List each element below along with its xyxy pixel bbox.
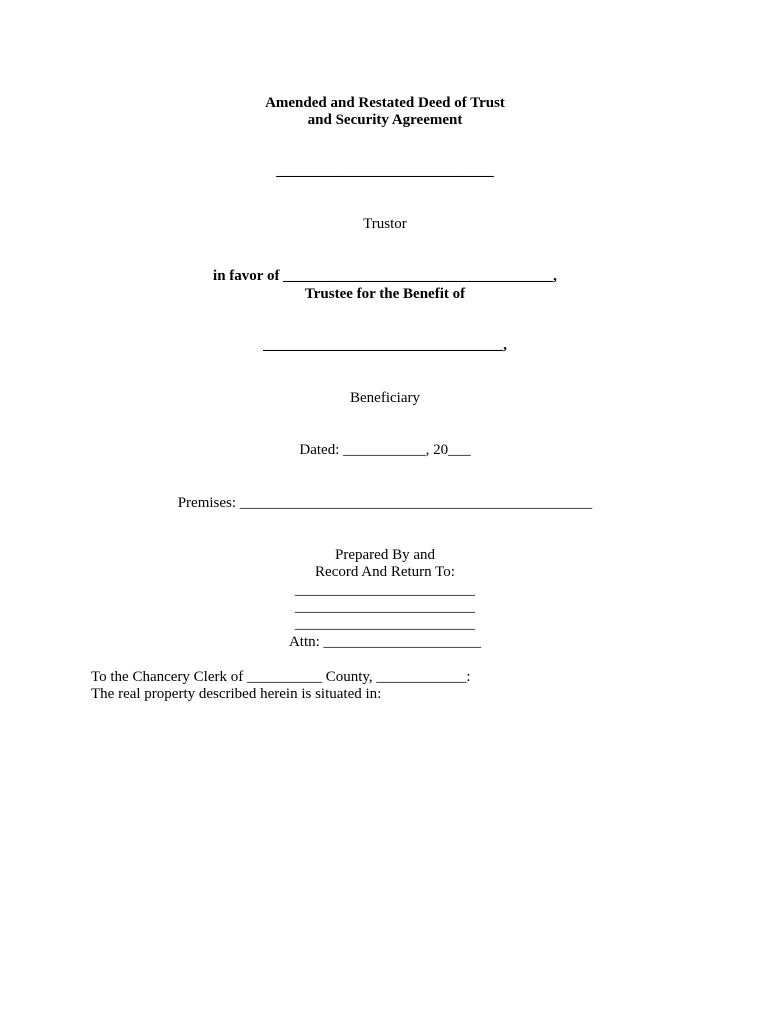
premises-line: Premises: _______________________________________________: [177, 495, 593, 511]
return-address-line-1: ________________________: [295, 582, 475, 598]
dated-line: Dated: ___________, 20___: [299, 442, 471, 458]
prepared-by-line-2: Record And Return To:: [315, 564, 455, 580]
prepared-by-line-1: Prepared By and: [335, 547, 435, 563]
property-situated-line: The real property described herein is situated in:: [91, 686, 382, 702]
trustee-label: Trustee for the Benefit of: [304, 286, 466, 302]
return-address-line-3: ________________________: [295, 616, 475, 632]
beneficiary-label: Beneficiary: [350, 390, 420, 406]
return-address-line-2: ________________________: [295, 599, 475, 615]
title-line-1: Amended and Restated Deed of Trust: [265, 95, 505, 111]
trustor-name-blank: _____________________________: [276, 163, 494, 179]
title-line-2: and Security Agreement: [307, 112, 463, 128]
trustor-label: Trustor: [363, 216, 407, 232]
attn-line: Attn: _____________________: [288, 634, 482, 650]
beneficiary-name-blank: ________________________________,: [263, 337, 507, 353]
chancery-clerk-line: To the Chancery Clerk of __________ County, ____________:: [91, 669, 471, 685]
in-favor-of-line: in favor of ____________________________________,: [213, 268, 557, 284]
